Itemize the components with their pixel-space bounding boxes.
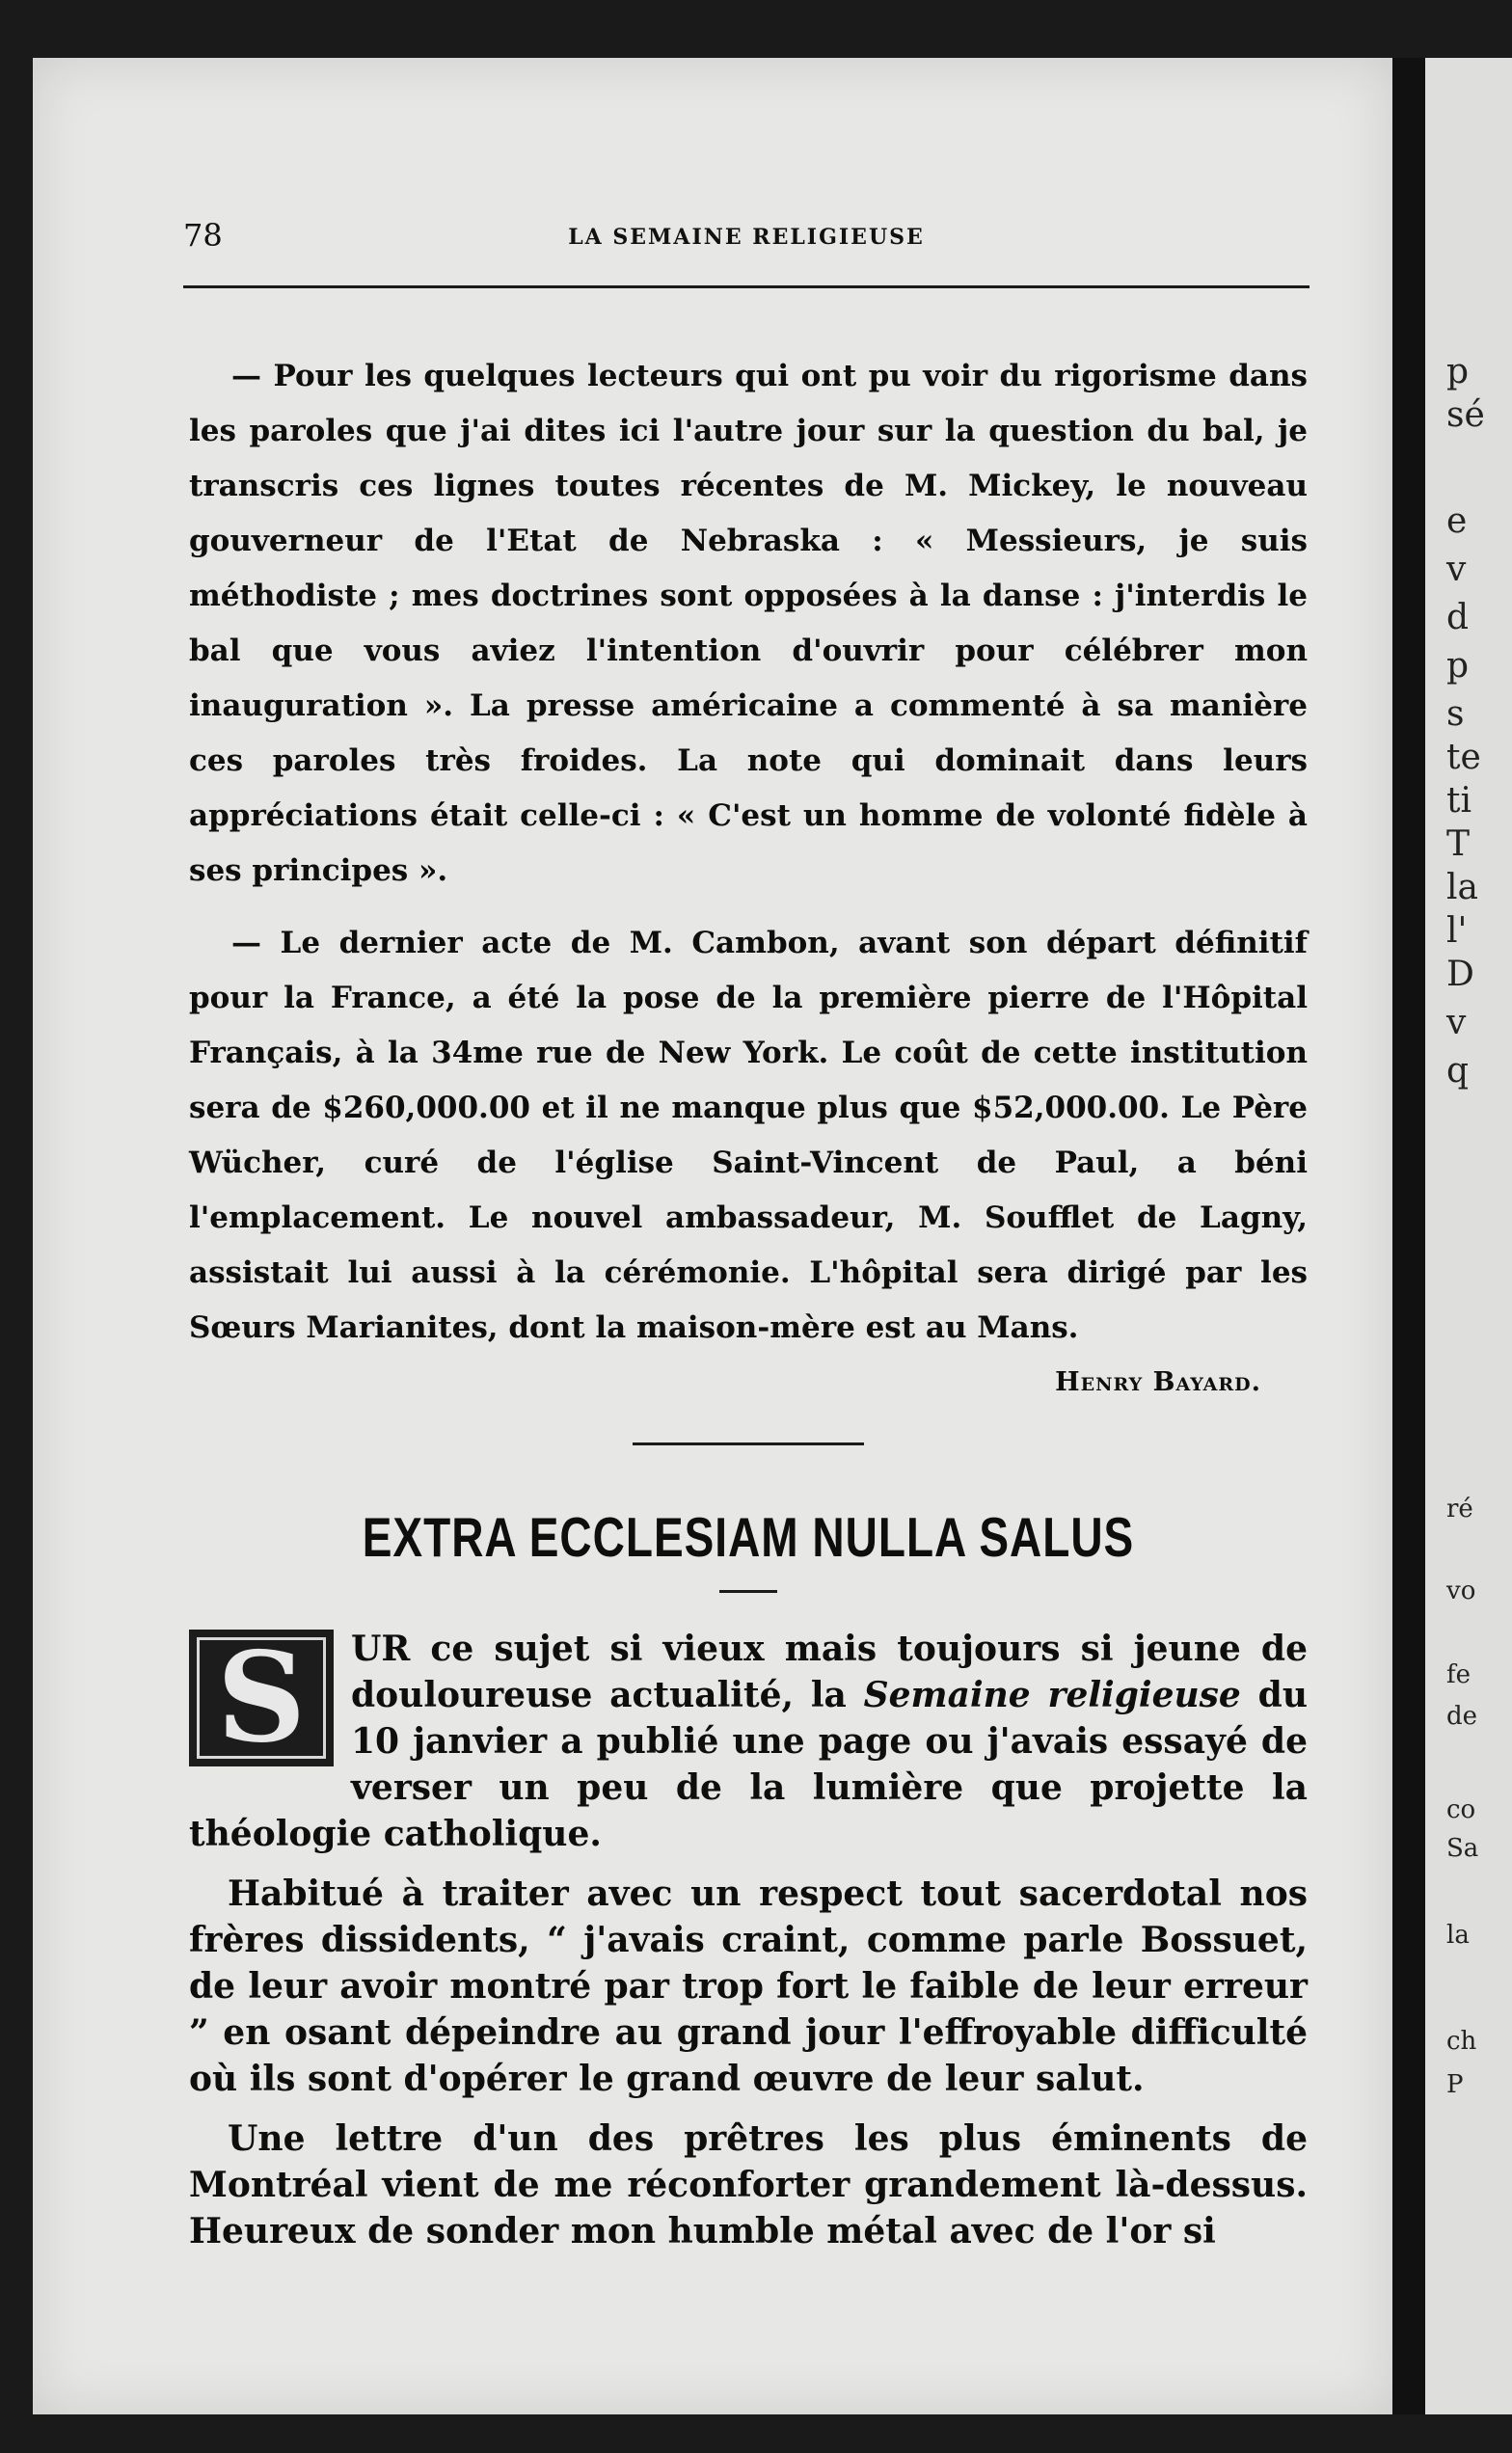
facing-fragment: ti <box>1446 781 1472 821</box>
facing-fragment: fe <box>1446 1660 1472 1689</box>
header-rule <box>183 285 1310 288</box>
facing-fragment: de <box>1446 1702 1478 1731</box>
facing-fragment: co <box>1446 1795 1476 1824</box>
facing-fragment: la <box>1446 1921 1470 1950</box>
running-title: LA SEMAINE RELIGIEUSE <box>568 225 925 250</box>
facing-fragment: sé <box>1446 395 1485 435</box>
paragraph-cambon: — Le dernier acte de M. Cambon, avant son départ définitif pour la France, a été la pose de la première pierre de l'Hôpital Français, à la 34me rue de New York. Le coût de cette institution sera de $260,000.00 et il ne manque plus que $52,000.00. Le Père Wücher, curé de l'église Saint-Vincent de Paul, a béni l'emplacement. Le nouvel ambassadeur, M. Soufflet de Lagny, assistait lui aussi à la cérémonie. L'hôpital sera dirigé par les Sœurs Marianites, dont la maison-mère est au Mans. <box>189 926 1308 1345</box>
page-gutter <box>1392 58 1425 2414</box>
facing-fragment: e <box>1446 501 1468 541</box>
article-paragraph-1 <box>189 1626 1308 1857</box>
article-paragraph-3: Une lettre d'un des prêtres les plus éminents de Montréal vient de me réconforter grandement là-dessus. Heureux de sonder mon humble métal avec de l'or si <box>189 2118 1308 2251</box>
facing-fragment: T <box>1446 824 1471 864</box>
facing-fragment: la <box>1446 868 1478 907</box>
page-number: 78 <box>183 217 223 254</box>
drop-cap-letter: S <box>216 1626 307 1770</box>
title-underline <box>719 1590 777 1593</box>
article-paragraph-2: Habitué à traiter avec un respect tout sacerdotal nos frères dissidents, “ j'avais craint, comme parle Bossuet, de leur avoir montré par trop fort le faible de leur erreur ” en osant dépeindre au grand jour l'effroyable difficulté où ils sont d'opérer le grand œuvre de leur salut. <box>189 1873 1308 2099</box>
facing-fragment: te <box>1446 738 1481 777</box>
facing-fragment: vo <box>1446 1577 1476 1605</box>
facing-fragment: d <box>1446 598 1470 637</box>
section-title: EXTRA ECCLESIAM NULLA SALUS <box>362 1505 1135 1569</box>
running-header <box>183 217 1310 265</box>
section-divider <box>633 1442 864 1445</box>
facing-fragment: l' <box>1446 911 1468 951</box>
facing-fragment: ch <box>1446 2027 1477 2056</box>
paragraph-tail: du 10 janvier a publié une page ou j'avais essayé de verser un peu de la lumière que projette la théologie catholique. <box>189 1675 1308 1854</box>
facing-fragment: P <box>1446 2070 1464 2099</box>
facing-fragment: Sa <box>1446 1834 1479 1863</box>
author-signature: Henry Bayard. <box>1055 1367 1261 1397</box>
facing-fragment: q <box>1446 1051 1470 1091</box>
facing-fragment: p <box>1446 646 1470 686</box>
facing-fragment: s <box>1446 694 1465 734</box>
article-body <box>189 1626 1308 2254</box>
paragraph-lead: UR ce sujet si vieux mais toujours si jeune de douloureuse actualité, la <box>351 1629 1308 1715</box>
paragraph-bal: — Pour les quelques lecteurs qui ont pu voir du rigorisme dans les paroles que j'ai dites ici l'autre jour sur la question du bal, je transcris ces lignes toutes récentes de M. Mickey, le nouveau gouverneur de l'Etat de Nebraska : « Messieurs, je suis méthodiste ; mes doctrines sont opposées à la danse : j'interdis le bal que vous aviez l'intention d'ouvrir pour célébrer mon inauguration ». La presse américaine a commenté à sa manière ces paroles très froides. La note qui dominait dans leurs appréciations était celle-ci : « C'est un homme de volonté fidèle à ses principes ». <box>189 359 1308 888</box>
facing-fragment: v <box>1446 550 1467 589</box>
drop-cap-frame <box>197 1626 326 1770</box>
page-content <box>189 349 1308 2254</box>
facing-fragment: v <box>1446 1003 1467 1042</box>
facing-fragment: ré <box>1446 1495 1473 1523</box>
facing-fragment: p <box>1446 352 1470 391</box>
publication-title: Semaine religieuse <box>863 1675 1241 1715</box>
drop-cap-ornament <box>189 1626 334 1770</box>
facing-fragment: D <box>1446 955 1474 994</box>
